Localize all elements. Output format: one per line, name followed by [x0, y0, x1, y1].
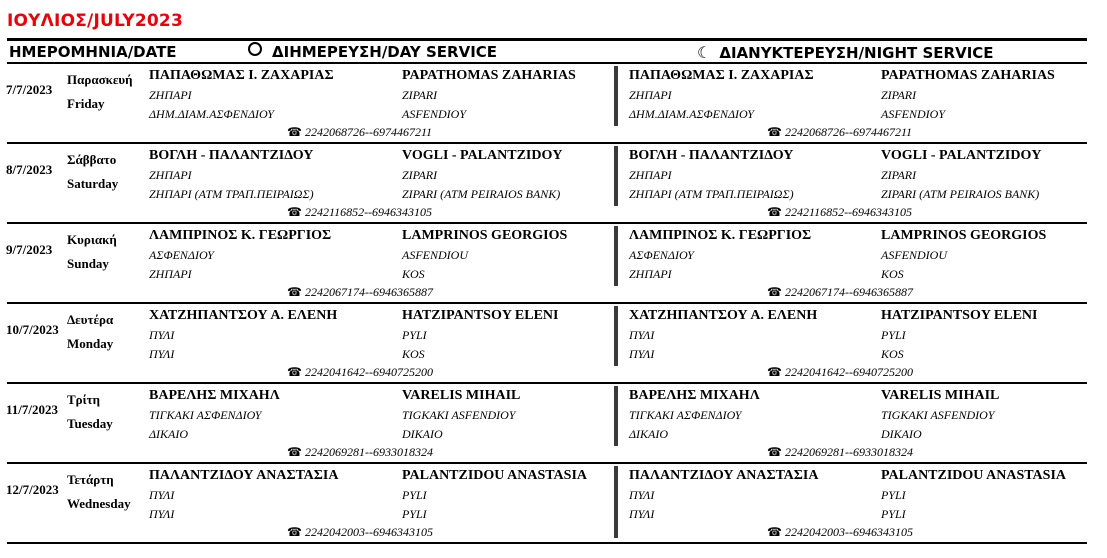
row-day-gr: Τρίτη — [67, 392, 101, 407]
row-date: 7/7/2023 — [6, 82, 53, 97]
day-pharmacist-name-gr: ΠΑΠΑΘΩΜΑΣ Ι. ΖΑΧΑΡΙΑΣ — [149, 68, 334, 83]
day-phone-number: 2242067174--6946365887 — [304, 285, 433, 299]
day-area-gr: ΑΣΦΕΝΔΙΟΥ — [149, 248, 214, 262]
night-area-en: TIGKAKI ASFENDIOY — [881, 408, 995, 422]
night-pharmacist-name-gr: ΒΟΓΛΗ - ΠΑΛΑΝΤΖΙΔΟΥ — [629, 148, 794, 163]
day-phone-number: 2242069281--6933018324 — [304, 445, 433, 459]
day-area-gr: ΤΙΓΚΑΚΙ ΑΣΦΕΝΔΙΟΥ — [149, 408, 262, 422]
row-date: 9/7/2023 — [6, 242, 53, 257]
row-day-en: Monday — [67, 336, 114, 351]
row-day-en: Sunday — [67, 256, 109, 271]
night-area-gr: ΑΣΦΕΝΔΙΟΥ — [629, 248, 694, 262]
service-separator — [614, 226, 618, 286]
night-address-gr: ΖΗΠΑΡΙ — [629, 267, 672, 281]
day-area-gr: ΠΥΛΙ — [149, 488, 175, 502]
night-area-gr: ΠΥΛΙ — [629, 328, 655, 342]
night-address-gr: ΠΥΛΙ — [629, 507, 655, 521]
night-service-header — [697, 43, 994, 62]
moon-icon: ☾ — [697, 43, 712, 62]
phone-icon: ☎ — [767, 285, 782, 299]
night-area-en: ZIPARI — [881, 168, 917, 182]
day-phone — [287, 125, 432, 140]
night-area-en: PYLI — [881, 328, 906, 342]
phone-icon: ☎ — [287, 125, 302, 139]
night-phone-number: 2242041642--6940725200 — [784, 365, 913, 379]
night-phone-number: 2242069281--6933018324 — [784, 445, 913, 459]
day-area-en: TIGKAKI ASFENDIOY — [402, 408, 516, 422]
row-rule — [7, 222, 1087, 224]
day-phone — [287, 525, 433, 540]
night-address-en: PYLI — [881, 507, 906, 521]
day-phone-number: 2242116852--6946343105 — [304, 205, 433, 219]
night-service-label: ΔΙΑΝΥΚΤΕΡΕΥΣΗ/NIGHT SERVICE — [719, 44, 994, 62]
night-phone — [767, 365, 913, 380]
header-bottom-rule — [7, 62, 1087, 64]
row-rule — [7, 142, 1087, 144]
day-address-gr: ΠΥΛΙ — [149, 347, 175, 361]
night-area-gr: ΖΗΠΑΡΙ — [629, 88, 672, 102]
night-address-en: ASFENDIOY — [881, 107, 945, 121]
night-address-en: KOS — [881, 347, 904, 361]
night-area-en: PYLI — [881, 488, 906, 502]
night-area-gr: ΠΥΛΙ — [629, 488, 655, 502]
day-area-gr: ΠΥΛΙ — [149, 328, 175, 342]
service-separator — [614, 386, 618, 446]
row-rule — [7, 302, 1087, 304]
table-row — [0, 306, 1107, 387]
row-date: 8/7/2023 — [6, 162, 53, 177]
day-phone-number: 2242042003--6946343105 — [304, 525, 433, 539]
night-phone-number: 2242042003--6946343105 — [784, 525, 913, 539]
day-area-gr: ΖΗΠΑΡΙ — [149, 88, 192, 102]
night-phone — [767, 205, 912, 220]
phone-icon: ☎ — [767, 125, 782, 139]
day-pharmacist-name-gr: ΧΑΤΖΗΠΑΝΤΣΟΥ Α. ΕΛΕΝΗ — [149, 308, 338, 323]
night-phone — [767, 525, 913, 540]
service-separator — [614, 146, 618, 206]
night-address-en: DIKAIO — [881, 427, 922, 441]
day-address-en: DIKAIO — [402, 427, 443, 441]
day-address-en: ASFENDIOY — [402, 107, 466, 121]
night-pharmacist-name-en: PAPATHOMAS ZAHARIAS — [881, 68, 1055, 83]
night-address-gr: ΠΥΛΙ — [629, 347, 655, 361]
date-column-header: ΗΜΕΡΟΜΗΝΙΑ/DATE — [9, 43, 177, 61]
day-address-en: KOS — [402, 347, 425, 361]
row-rule — [7, 462, 1087, 464]
service-separator — [614, 466, 618, 538]
phone-icon: ☎ — [287, 285, 302, 299]
phone-icon: ☎ — [287, 525, 302, 539]
service-separator — [614, 306, 618, 366]
day-pharmacist-name-en: VARELIS MIHAIL — [402, 388, 521, 403]
row-day-gr: Τετάρτη — [67, 472, 114, 487]
night-pharmacist-name-gr: ΠΑΛΑΝΤΖΙΔΟΥ ΑΝΑΣΤΑΣΙΑ — [629, 468, 819, 483]
day-address-gr: ΖΗΠΑΡΙ — [149, 267, 192, 281]
day-pharmacist-name-gr: ΒΑΡΕΛΗΣ ΜΙΧΑΗΛ — [149, 388, 280, 403]
day-pharmacist-name-en: LAMPRINOS GEORGIOS — [402, 228, 568, 243]
day-pharmacist-name-en: PALANTZIDOU ANASTASIA — [402, 468, 588, 483]
row-day-gr: Δευτέρα — [67, 312, 114, 327]
table-row — [0, 226, 1107, 307]
row-day-en: Friday — [67, 96, 105, 111]
night-phone — [767, 445, 913, 460]
night-phone — [767, 285, 913, 300]
page-title: ΙΟΥΛΙΟΣ/JULY2023 — [7, 11, 183, 31]
row-date: 10/7/2023 — [6, 322, 59, 337]
day-address-gr: ΔΗΜ.ΔΙΑΜ.ΑΣΦΕΝΔΙΟΥ — [149, 107, 274, 121]
night-pharmacist-name-en: LAMPRINOS GEORGIOS — [881, 228, 1047, 243]
day-pharmacist-name-gr: ΠΑΛΑΝΤΖΙΔΟΥ ΑΝΑΣΤΑΣΙΑ — [149, 468, 339, 483]
night-pharmacist-name-gr: ΒΑΡΕΛΗΣ ΜΙΧΑΗΛ — [629, 388, 760, 403]
day-area-gr: ΖΗΠΑΡΙ — [149, 168, 192, 182]
day-phone — [287, 285, 433, 300]
day-area-en: PYLI — [402, 488, 427, 502]
night-area-gr: ΤΙΓΚΑΚΙ ΑΣΦΕΝΔΙΟΥ — [629, 408, 742, 422]
day-pharmacist-name-gr: ΛΑΜΠΡΙΝΟΣ Κ. ΓΕΩΡΓΙΟΣ — [149, 228, 332, 243]
day-address-en: PYLI — [402, 507, 427, 521]
day-pharmacist-name-en: PAPATHOMAS ZAHARIAS — [402, 68, 576, 83]
night-phone-number: 2242067174--6946365887 — [784, 285, 913, 299]
day-phone-number: 2242041642--6940725200 — [304, 365, 433, 379]
night-pharmacist-name-gr: ΧΑΤΖΗΠΑΝΤΣΟΥ Α. ΕΛΕΝΗ — [629, 308, 818, 323]
day-area-en: PYLI — [402, 328, 427, 342]
night-area-gr: ΖΗΠΑΡΙ — [629, 168, 672, 182]
night-address-en: ZIPARI (ATM PEIRAIOS BANK) — [881, 187, 1040, 201]
night-phone-number: 2242068726--6974467211 — [784, 125, 913, 139]
header-top-rule — [7, 38, 1087, 41]
night-address-en: KOS — [881, 267, 904, 281]
night-pharmacist-name-en: HATZIPANTSOY ELENI — [881, 308, 1038, 323]
night-area-en: ZIPARI — [881, 88, 917, 102]
sun-icon — [248, 42, 262, 56]
day-phone-number: 2242068726--6974467211 — [304, 125, 433, 139]
day-service-header — [248, 43, 497, 61]
table-row — [0, 146, 1107, 227]
row-rule — [7, 542, 1087, 544]
day-address-en: KOS — [402, 267, 425, 281]
table-row — [0, 386, 1107, 467]
night-address-gr: ΔΗΜ.ΔΙΑΜ.ΑΣΦΕΝΔΙΟΥ — [629, 107, 754, 121]
day-phone — [287, 205, 432, 220]
row-day-gr: Παρασκευή — [67, 72, 133, 87]
day-pharmacist-name-gr: ΒΟΓΛΗ - ΠΑΛΑΝΤΖΙΔΟΥ — [149, 148, 314, 163]
table-row — [0, 66, 1107, 147]
day-address-en: ZIPARI (ATM PEIRAIOS BANK) — [402, 187, 561, 201]
phone-icon: ☎ — [287, 445, 302, 459]
night-address-gr: ΔΙΚΑΙΟ — [629, 427, 669, 441]
row-day-en: Wednesday — [67, 496, 131, 511]
night-pharmacist-name-en: VOGLI - PALANTZIDOY — [881, 148, 1042, 163]
night-pharmacist-name-en: VARELIS MIHAIL — [881, 388, 1000, 403]
day-area-en: ZIPARI — [402, 88, 438, 102]
day-pharmacist-name-en: VOGLI - PALANTZIDOY — [402, 148, 563, 163]
phone-icon: ☎ — [767, 205, 782, 219]
night-pharmacist-name-en: PALANTZIDOU ANASTASIA — [881, 468, 1067, 483]
night-address-gr: ΖΗΠΑΡΙ (ΑΤΜ ΤΡΑΠ.ΠΕΙΡΑΙΩΣ) — [629, 187, 794, 201]
row-date: 11/7/2023 — [6, 402, 59, 417]
row-day-en: Tuesday — [67, 416, 113, 431]
row-day-en: Saturday — [67, 176, 119, 191]
row-date: 12/7/2023 — [6, 482, 59, 497]
day-address-gr: ΔΙΚΑΙΟ — [149, 427, 189, 441]
row-rule — [7, 382, 1087, 384]
phone-icon: ☎ — [767, 445, 782, 459]
phone-icon: ☎ — [767, 525, 782, 539]
night-area-en: ASFENDIOU — [881, 248, 947, 262]
day-address-gr: ΖΗΠΑΡΙ (ΑΤΜ ΤΡΑΠ.ΠΕΙΡΑΙΩΣ) — [149, 187, 314, 201]
phone-icon: ☎ — [287, 205, 302, 219]
day-address-gr: ΠΥΛΙ — [149, 507, 175, 521]
row-day-gr: Σάββατο — [67, 152, 117, 167]
day-phone — [287, 365, 433, 380]
service-separator — [614, 66, 618, 126]
night-phone-number: 2242116852--6946343105 — [784, 205, 913, 219]
day-service-label: ΔΙΗΜΕΡΕΥΣΗ/DAY SERVICE — [272, 43, 498, 61]
night-pharmacist-name-gr: ΠΑΠΑΘΩΜΑΣ Ι. ΖΑΧΑΡΙΑΣ — [629, 68, 814, 83]
day-phone — [287, 445, 433, 460]
phone-icon: ☎ — [287, 365, 302, 379]
table-row — [0, 466, 1107, 547]
day-pharmacist-name-en: HATZIPANTSOY ELENI — [402, 308, 559, 323]
day-area-en: ASFENDIOU — [402, 248, 468, 262]
phone-icon: ☎ — [767, 365, 782, 379]
day-area-en: ZIPARI — [402, 168, 438, 182]
night-pharmacist-name-gr: ΛΑΜΠΡΙΝΟΣ Κ. ΓΕΩΡΓΙΟΣ — [629, 228, 812, 243]
row-day-gr: Κυριακή — [67, 232, 117, 247]
night-phone — [767, 125, 912, 140]
